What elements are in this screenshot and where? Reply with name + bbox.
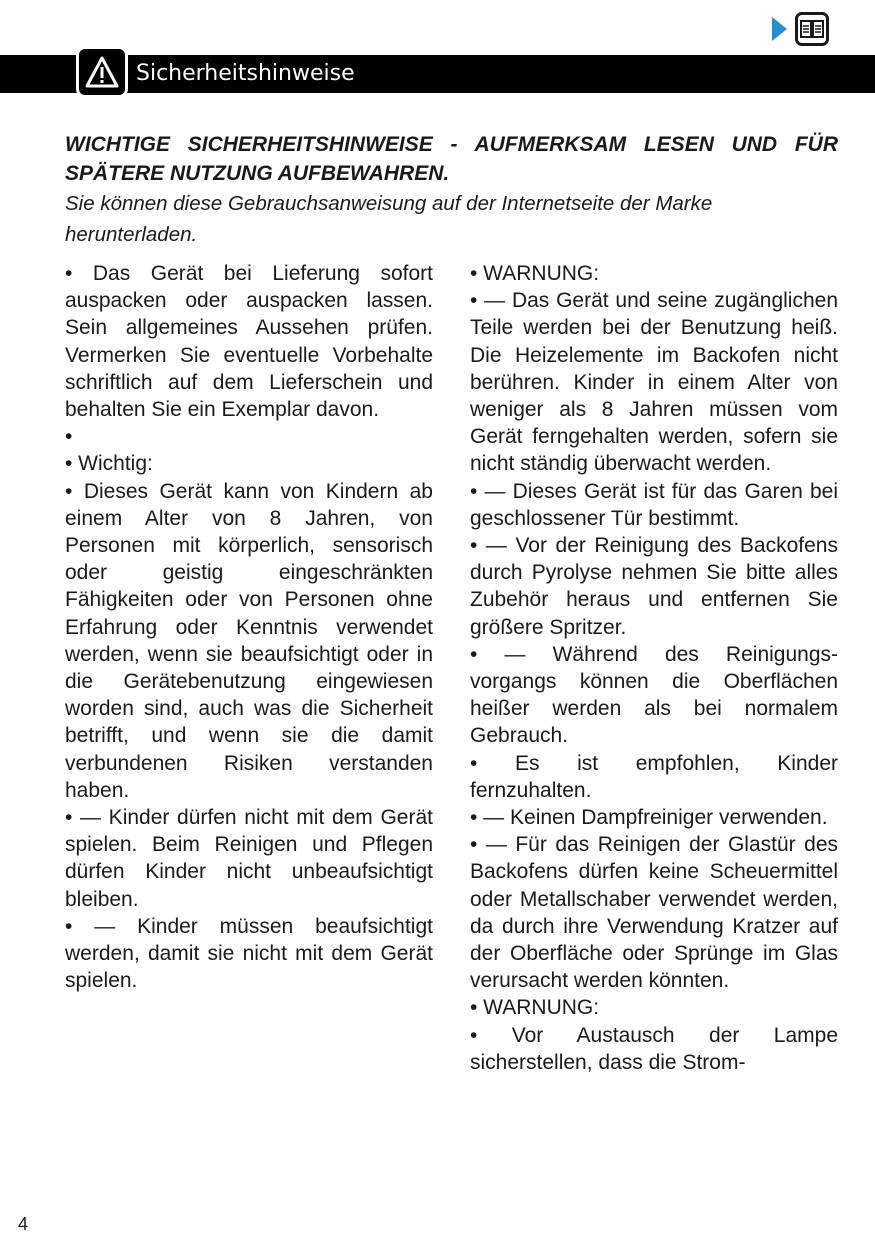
paragraph: • Das Gerät bei Lieferung sofort auspacken oder auspacken lassen. Sein allgemeines Aussehen prüfen. Vermerken Sie eventuelle Vorbehalte schriftlich auf dem Lieferschein und behalten Sie ein Exemplar davon. [65, 262, 433, 422]
paragraph: • Dieses Gerät kann von Kindern ab einem Alter von 8 Jahren, von Personen mit körperlich, sensorisch oder geistig eingeschränkten Fähigkeiten oder von Personen ohne Erfahrung oder Kenntnis verwendet werden, wenn sie beaufsichtigt oder in die Gerätebenutzung eingewiesen worden sind, auch was die Sicherheit betrifft, und wenn sie die damit verbundenen Risiken verstanden haben. [65, 479, 433, 802]
section-header-bar [0, 55, 875, 93]
paragraph: • — Keinen Dampfreiniger verwenden. [470, 806, 828, 830]
warning-triangle-icon [76, 46, 128, 98]
paragraph: • — Für das Reinigen der Glastür des Backofens dürfen keine Scheuermittel oder Metallschaber verwendet werden, da durch ihre Verwendung Kratzer auf der Oberfläche oder Sprünge im Glas verursacht werden könnten. [470, 833, 838, 993]
paragraph: • — Kinder müssen beaufsichtigt werden, damit sie nicht mit dem Gerät spielen. [65, 914, 433, 993]
section-title: Sicherheitshinweise [136, 61, 355, 86]
left-column [65, 260, 433, 994]
paragraph: • — Dieses Gerät ist für das Garen bei geschlossener Tür bestimmt. [470, 479, 838, 530]
paragraph: • Wichtig: [65, 452, 153, 476]
page-number: 4 [18, 1214, 29, 1234]
right-column [470, 260, 838, 1076]
intro-block [65, 130, 838, 250]
paragraph: • — Das Gerät und seine zugänglichen Teile werden bei der Benutzung heiß. Die Heizelemente im Backofen nicht berühren. Kinder in einem Alter von weniger als 8 Jahren müssen vom Gerät ferngehalten werden, sofern sie nicht ständig überwacht werden. [470, 289, 838, 476]
paragraph: • [65, 425, 73, 449]
paragraph: • WARNUNG: [470, 262, 600, 285]
paragraph: • Vor Austausch der Lampe sicherstellen, dass die Strom- [470, 1023, 838, 1074]
paragraph: • Es ist empfohlen, Kinder fernzuhalten. [470, 751, 838, 802]
navigation [772, 10, 829, 48]
paragraph: • — Vor der Reinigung des Backofens durch Pyrolyse nehmen Sie bitte alles Zubehör heraus und entfernen Sie größere Spritzer. [470, 534, 838, 639]
important-notice-heading: WICHTIGE SICHERHEITSHINWEISE - AUFMERKSAM LESEN UND FÜR SPÄTERE NUTZUNG AUFBEWAHREN. [65, 133, 838, 185]
paragraph: • — Kinder dürfen nicht mit dem Gerät spielen. Beim Reinigen und Pflegen dürfen Kinder nicht unbeaufsichtigt bleiben. [65, 806, 433, 911]
paragraph: • — Während des Reinigungs-vorgangs können die Oberflächen heißer werden als bei normalem Gebrauch. [470, 642, 838, 748]
manual-book-icon[interactable] [795, 12, 829, 46]
paragraph: • WARNUNG: [470, 996, 600, 1020]
book-glyph [800, 20, 824, 38]
next-arrow-icon[interactable] [772, 17, 787, 41]
download-note: Sie können diese Gebrauchsanweisung auf der Internetseite der Marke herunterladen. [65, 192, 713, 246]
